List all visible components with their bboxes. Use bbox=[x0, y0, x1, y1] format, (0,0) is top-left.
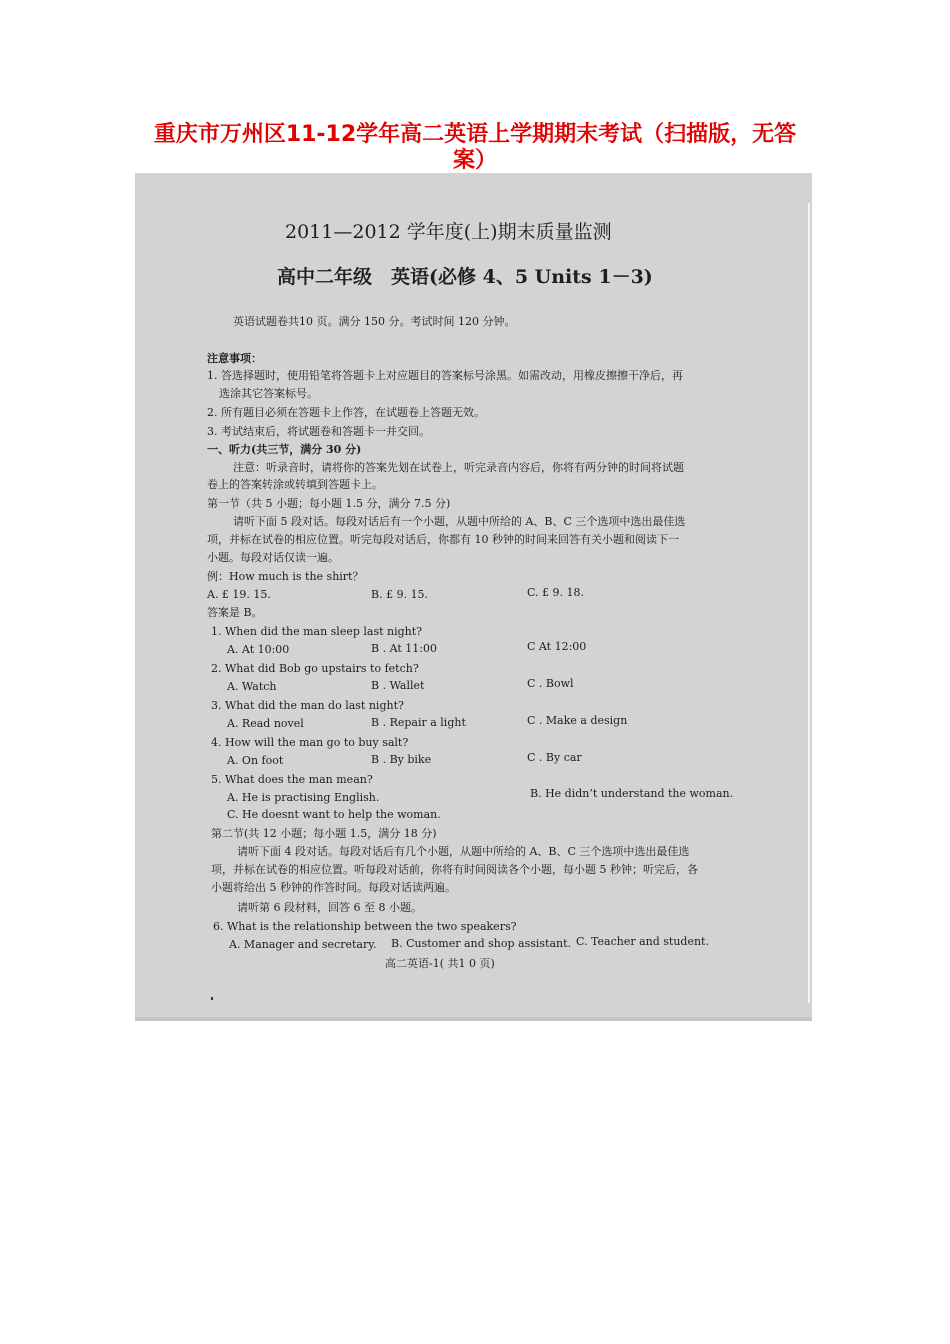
question: 4. How will the man go to buy salt? bbox=[211, 736, 409, 749]
scanned-exam-page bbox=[135, 173, 812, 1021]
note-line: 1. 答选择题时，使用铅笔将答题卡上对应题目的答案标号涂黑。如需改动，用橡皮擦擦干净后，再 bbox=[207, 369, 683, 382]
instruction-line: 小题将给出 5 秒钟的作答时间。每段对话读两遍。 bbox=[211, 881, 456, 894]
option-c: C. He doesnt want to help the woman. bbox=[227, 808, 441, 821]
option-b: B . At 11:00 bbox=[371, 642, 437, 655]
scan-speck bbox=[211, 997, 213, 1000]
section-heading: 第二节(共 12 小题；每小题 1.5，满分 18 分) bbox=[211, 827, 437, 840]
option-c: C. £ 9. 18. bbox=[527, 586, 584, 599]
page-title: 重庆市万州区11-12学年高二英语上学期期末考试（扫描版，无答案） bbox=[153, 122, 797, 173]
option-b: B . Wallet bbox=[371, 679, 425, 692]
example-question: 例：How much is the shirt？ bbox=[207, 570, 364, 583]
option-a: A. Watch bbox=[227, 680, 277, 693]
option-a: A. On foot bbox=[227, 754, 284, 767]
note-line: 选涂其它答案标号。 bbox=[219, 387, 318, 400]
instruction-line: 项，并标在试卷的相应位置。听完每段对话后，你都有 10 秒钟的时间来回答有关小题和阅读下一 bbox=[207, 533, 679, 546]
scan-edge bbox=[135, 1017, 812, 1021]
question: 1. When did the man sleep last night? bbox=[211, 625, 423, 638]
option-a: A. At 10:00 bbox=[227, 643, 290, 656]
notes-title: 注意事项： bbox=[207, 352, 262, 365]
instruction-line: 请听下面 4 段对话。每段对话后有几个小题，从题中所给的 A、B、C 三个选项中选出最佳选 bbox=[237, 845, 690, 858]
question: 5. What does the man mean? bbox=[211, 773, 373, 786]
instruction-line: 项，并标在试卷的相应位置。听每段对话前，你将有时间阅读各个小题，每小题 5 秒钟；听完后，各 bbox=[211, 863, 698, 876]
note-line: 3. 考试结束后，将试题卷和答题卡一并交回。 bbox=[207, 425, 430, 438]
option-b: B. £ 9. 15. bbox=[371, 588, 429, 601]
option-c: C. Teacher and student. bbox=[576, 935, 709, 948]
exam-subheading: 高中二年级 英语(必修 4、5 Units 1－3) bbox=[277, 266, 653, 288]
part-heading: 一、听力(共三节，满分 30 分) bbox=[207, 443, 362, 456]
option-a: A. Manager and secretary. bbox=[229, 938, 377, 951]
exam-intro: 英语试题卷共10 页。满分 150 分。考试时间 120 分钟。 bbox=[233, 315, 516, 328]
instruction-line: 卷上的答案转涂或转填到答题卡上。 bbox=[207, 478, 383, 491]
instruction-line: 请听下面 5 段对话。每段对话后有一个小题，从题中所给的 A、B、C 三个选项中选出最佳选 bbox=[233, 515, 686, 528]
option-a: A. He is practising English. bbox=[227, 791, 380, 804]
option-b: B . By bike bbox=[371, 753, 432, 766]
question: 6. What is the relationship between the two speakers? bbox=[213, 920, 517, 933]
option-a: A. Read novel bbox=[227, 717, 304, 730]
option-c: C . By car bbox=[527, 751, 582, 764]
question: 3. What did the man do last night? bbox=[211, 699, 404, 712]
option-b: B. Customer and shop assistant. bbox=[391, 937, 572, 950]
option-c: C . Bowl bbox=[527, 677, 574, 690]
instruction-line: 注意：听录音时，请将你的答案先划在试卷上，听完录音内容后，你将有两分钟的时间将试题 bbox=[233, 461, 684, 474]
option-a: A. £ 19. 15. bbox=[207, 588, 271, 601]
note-line: 2. 所有题目必须在答题卡上作答，在试题卷上答题无效。 bbox=[207, 406, 485, 419]
question: 2. What did Bob go upstairs to fetch? bbox=[211, 662, 419, 675]
scan-edge bbox=[808, 203, 810, 1003]
section-heading: 第一节（共 5 小题；每小题 1.5 分，满分 7.5 分) bbox=[207, 497, 451, 510]
option-c: C . Make a design bbox=[527, 714, 628, 727]
page-footer: 高二英语-1( 共1 0 页) bbox=[385, 957, 495, 970]
instruction-line: 请听第 6 段材料，回答 6 至 8 小题。 bbox=[237, 901, 422, 914]
option-b: B. He didn’t understand the woman. bbox=[530, 787, 734, 800]
instruction-line: 小题。每段对话仅读一遍。 bbox=[207, 551, 339, 564]
example-answer: 答案是 B。 bbox=[207, 606, 263, 619]
option-b: B . Repair a light bbox=[371, 716, 466, 729]
exam-heading: 2011—2012 学年度(上)期末质量监测 bbox=[285, 221, 612, 243]
option-c: C At 12:00 bbox=[527, 640, 587, 653]
